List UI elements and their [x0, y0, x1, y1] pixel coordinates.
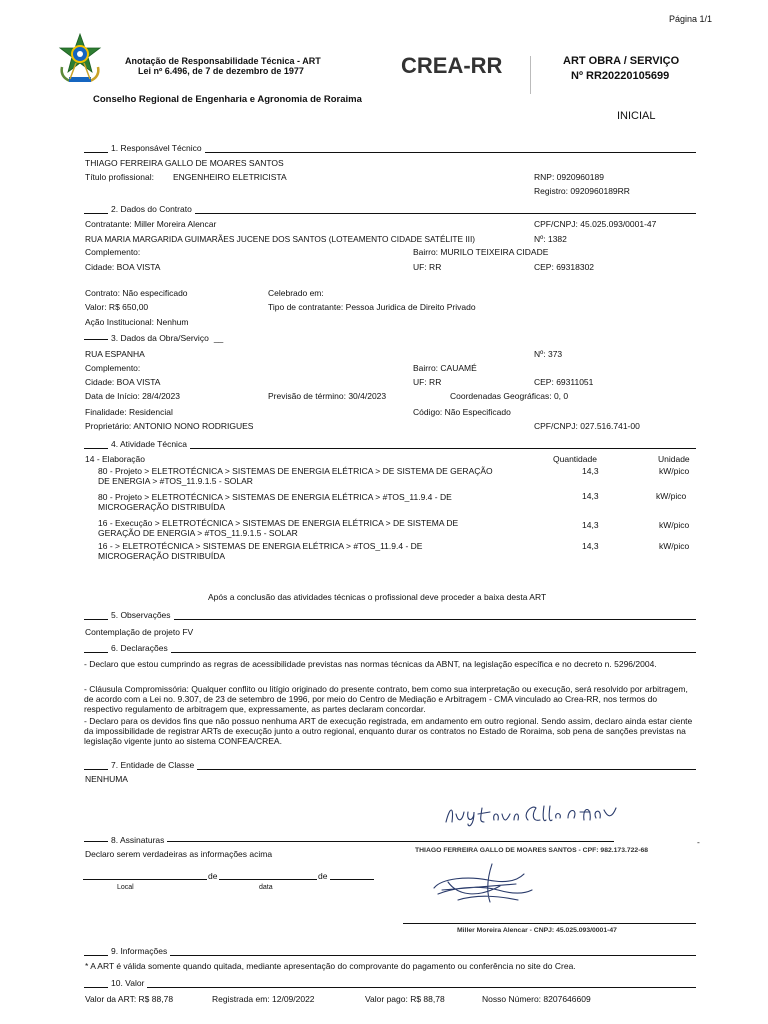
- contractor-signature-line: [403, 923, 696, 924]
- activity-row-unit: kW/pico: [659, 541, 690, 551]
- informacoes-text: * A ART é válida somente quando quitada, mediante apresentação do comprovante do pagamento ou conferência no site do Crea.: [85, 961, 576, 971]
- nosso-numero: Nosso Número: 8207646609: [482, 994, 591, 1004]
- rnp: RNP: 0920960189: [534, 172, 604, 182]
- section-5-title: 5. Observações: [108, 611, 174, 620]
- declaracao-3: - Declaro para os devidos fins que não possuo nenhuma ART de execução registrada, em andamento em outro regional. Sendo assim, declaro ainda estar ciente da impossibilidade de registrar ARTs de execução junto a outro regional, enquanto durar os contratos no Estado de Roraima, sob pena de sanções previstas na legislação vigente junto ao sistema CONFEA/CREA.: [84, 716, 693, 746]
- section-1-title: 1. Responsável Técnico: [108, 144, 205, 153]
- art-status: INICIAL: [617, 110, 656, 122]
- professional-title-value: ENGENHEIRO ELETRICISTA: [173, 172, 287, 182]
- section-8-title: 8. Assinaturas: [111, 835, 165, 845]
- activity-row-unit: kW/pico: [656, 491, 687, 501]
- col-quantidade: Quantidade: [553, 454, 597, 464]
- valor-art: Valor da ART: R$ 88,78: [85, 994, 174, 1004]
- acao-institucional: Ação Institucional: Nenhum: [85, 317, 189, 327]
- declaro-verdadeiras: Declaro serem verdadeiras as informações acima: [85, 849, 273, 859]
- section-7-title: 7. Entidade de Classe: [108, 761, 197, 770]
- art-number: Nº RR20220105699: [571, 70, 670, 82]
- section-9-title: 9. Informações: [108, 947, 170, 956]
- obra-bairro: Bairro: CAUAMÉ: [413, 363, 477, 373]
- contratante: Contratante: Miller Moreira Alencar: [85, 219, 217, 229]
- contract-number: Nº: 1382: [534, 234, 567, 244]
- activity-row-unit: kW/pico: [659, 520, 690, 530]
- activity-note: Após a conclusão das atividades técnicas o profissional deve proceder a baixa desta ART: [208, 592, 547, 602]
- previsao-termino: Previsão de término: 30/4/2023: [268, 391, 387, 401]
- activity-row-qty: 14,3: [582, 541, 599, 551]
- finalidade: Finalidade: Residencial: [85, 407, 173, 417]
- coordenadas: Coordenadas Geográficas: 0, 0: [450, 391, 569, 401]
- contract-bairro: Bairro: MURILO TEIXEIRA CIDADE: [413, 247, 549, 257]
- section-3-underscore: __: [213, 333, 224, 343]
- section-5-header: [84, 611, 696, 621]
- obra-rua: RUA ESPANHA: [85, 349, 145, 359]
- date-day-line: [163, 879, 207, 880]
- signature-dash: -: [697, 837, 700, 847]
- page-number: Página 1/1: [669, 14, 713, 24]
- activity-row-qty: 14,3: [582, 491, 599, 501]
- section-1-header: [84, 144, 696, 154]
- proprietario-cpf: CPF/CNPJ: 027.516.741-00: [534, 421, 640, 431]
- declaracao-1: - Declaro que estou cumprindo as regras de acessibilidade previstas nas normas técnicas da ABNT, na legislação específica e no decreto n. 5296/2004.: [84, 659, 657, 669]
- activity-row-unit: kW/pico: [659, 466, 690, 476]
- activity-row-qty: 14,3: [582, 466, 599, 476]
- section-3-title: 3. Dados da Obra/Serviço: [111, 333, 209, 343]
- registrada-em: Registrada em: 12/09/2022: [212, 994, 315, 1004]
- de-2: de: [318, 871, 328, 881]
- celebrado-em: Celebrado em:: [268, 288, 324, 298]
- section-6-header: [84, 644, 696, 654]
- obra-complemento: Complemento:: [85, 363, 141, 373]
- contract-cidade: Cidade: BOA VISTA: [85, 262, 161, 272]
- section-9-header: [84, 947, 696, 957]
- contract-complemento: Complemento:: [85, 247, 141, 257]
- section-10-title: 10. Valor: [108, 979, 147, 988]
- section-3-header: [84, 334, 223, 343]
- section-4-title: 4. Atividade Técnica: [108, 440, 190, 449]
- contractor-signature-name: Miller Moreira Alencar - CNPJ: 45.025.093/0001-47: [457, 927, 617, 934]
- codigo: Código: Não Especificado: [413, 407, 511, 417]
- header-title-line1: Anotação de Responsabilidade Técnica - ART: [125, 56, 321, 66]
- contractor-signature-image: [428, 860, 538, 908]
- obra-cep: CEP: 69311051: [534, 377, 594, 387]
- local-label: Local: [117, 884, 134, 891]
- professional-title-label: Título profissional:: [85, 172, 154, 182]
- section-2-header: [84, 205, 696, 215]
- activity-group: 14 - Elaboração: [85, 454, 146, 464]
- activity-row-desc: 16 - Execução > ELETROTÉCNICA > SISTEMAS DE ENERGIA ELÉTRICA > DE SISTEMA DE GERAÇÃO DE ENERGIA > #TOS_11.9.1.5 - SOLAR: [98, 518, 459, 538]
- contrato-status: Contrato: Não especificado: [85, 288, 188, 298]
- contract-address: RUA MARIA MARGARIDA GUIMARÃES JUCENE DOS SANTOS (LOTEAMENTO CIDADE SATÉLITE III): [85, 234, 476, 244]
- obra-cidade: Cidade: BOA VISTA: [85, 377, 161, 387]
- section-4-header: [84, 440, 696, 450]
- council-name: Conselho Regional de Engenharia e Agronomia de Roraima: [93, 94, 362, 105]
- date-month-line: [219, 879, 317, 880]
- contract-valor: Valor: R$ 650,00: [85, 302, 149, 312]
- professional-signature-name: THIAGO FERREIRA GALLO DE MOARES SANTOS - CPF: 982.173.722-68: [415, 847, 649, 854]
- observacoes-text: Contemplação de projeto FV: [85, 627, 194, 637]
- entidade-classe: NENHUMA: [85, 774, 128, 784]
- art-type: ART OBRA / SERVIÇO: [563, 55, 680, 67]
- crea-title: CREA-RR: [401, 53, 503, 78]
- proprietario: Proprietário: ANTONIO NONO RODRIGUES: [85, 421, 254, 431]
- header-title-line2: Lei nº 6.496, de 7 de dezembro de 1977: [138, 66, 304, 76]
- local-line: [83, 879, 163, 880]
- header-divider: [530, 56, 531, 94]
- coat-of-arms-icon: [56, 33, 104, 85]
- obra-uf: UF: RR: [413, 377, 442, 387]
- data-label: data: [259, 884, 273, 891]
- declaracao-2: - Cláusula Compromissória: Qualquer conflito ou litígio originado do presente contrato, bem como sua interpretação ou execução, será resolvido por arbitragem, de acordo com a Lei no. 9.307, de 23 de setembro de 1996, por meio do Centro de Mediação e Arbitragem - CMA vinculado ao Crea-RR, nos termos do respectivo regulamento de arbitragem que, expressamente, as partes declaram concordar.: [84, 684, 688, 714]
- valor-pago: Valor pago: R$ 88,78: [365, 994, 445, 1004]
- contract-uf: UF: RR: [413, 262, 442, 272]
- contract-cep: CEP: 69318302: [534, 262, 595, 272]
- col-unidade: Unidade: [658, 454, 690, 464]
- contratante-cpf: CPF/CNPJ: 45.025.093/0001-47: [534, 219, 657, 229]
- activity-row-qty: 14,3: [582, 520, 599, 530]
- tipo-contratante: Tipo de contratante: Pessoa Juridica de Direito Privado: [268, 302, 476, 312]
- activity-row-desc: 80 - Projeto > ELETROTÉCNICA > SISTEMAS DE ENERGIA ELÉTRICA > #TOS_11.9.4 - DE MICROGERAÇÃO DISTRIBUÍDA: [98, 492, 452, 512]
- section-6-title: 6. Declarações: [108, 644, 171, 653]
- activity-row-desc: 80 - Projeto > ELETROTÉCNICA > SISTEMAS DE ENERGIA ELÉTRICA > DE SISTEMA DE GERAÇÃO DE ENERGIA > #TOS_11.9.1.5 - SOLAR: [98, 466, 493, 486]
- section-8-header: [84, 836, 614, 845]
- section-10-header: [84, 979, 696, 989]
- section-2-title: 2. Dados do Contrato: [108, 205, 195, 214]
- section-7-header: [84, 761, 696, 771]
- activity-row-desc: 16 - > ELETROTÉCNICA > SISTEMAS DE ENERGIA ELÉTRICA > #TOS_11.9.4 - DE MICROGERAÇÃO DISTRIBUÍDA: [98, 541, 423, 561]
- registro: Registro: 0920960189RR: [534, 186, 630, 196]
- data-inicio: Data de Início: 28/4/2023: [85, 391, 180, 401]
- de-1: de: [208, 871, 218, 881]
- date-year-line: [330, 879, 374, 880]
- responsible-name: THIAGO FERREIRA GALLO DE MOARES SANTOS: [85, 158, 284, 168]
- professional-signature-image: [440, 800, 620, 830]
- obra-numero: Nº: 373: [534, 349, 563, 359]
